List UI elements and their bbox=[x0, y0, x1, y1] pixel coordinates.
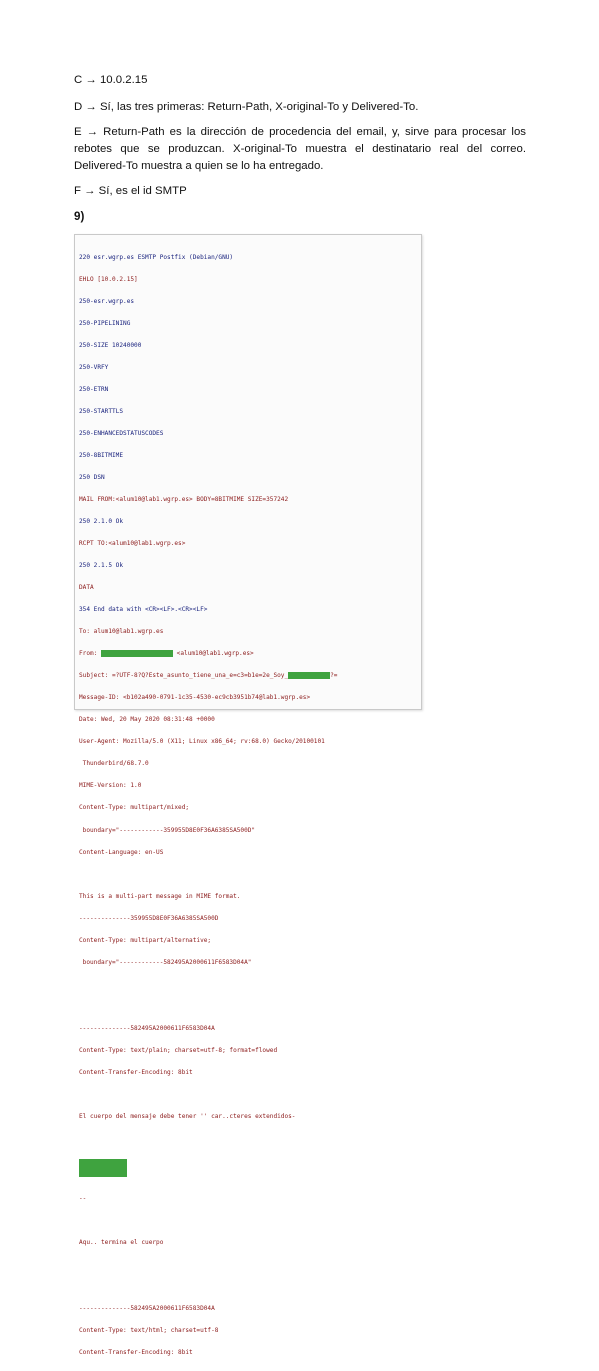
term-line: --------------582495A2000611F6583D04A bbox=[79, 1024, 215, 1032]
term-line: Message-ID: <b102a490-0791-1c35-4530-ec9cb3951b74@lab1.wgrp.es> bbox=[79, 694, 311, 702]
term-line: Content-Type: multipart/mixed; bbox=[79, 804, 190, 812]
answer-f-text: F → Sí, es el id SMTP bbox=[74, 185, 187, 197]
term-line: 250-PIPELINING bbox=[79, 319, 131, 327]
smtp-session-log bbox=[79, 239, 417, 1371]
term-line: Date: Wed, 20 May 2020 08:31:48 +0000 bbox=[79, 716, 215, 724]
answer-e-text: E → Return-Path es la dirección de procedencia del email, y, sirve para procesar los rebotes que se produzcan. X-original-To muestra el destinatario real del correo. Delivered-To muestra a quien se lo ha entregado. bbox=[74, 126, 526, 172]
redacted-subject-name bbox=[288, 672, 330, 678]
term-line: 250-ETRN bbox=[79, 385, 109, 393]
term-segment: Subject: =?UTF-8?Q?Este_asunto_tiene_una_e=c3=b1e=2e_Soy_ bbox=[79, 672, 289, 680]
term-line: To: alum10@lab1.wgrp.es bbox=[79, 628, 164, 636]
term-line: Thunderbird/68.7.0 bbox=[79, 760, 149, 768]
term-segment: From: bbox=[79, 650, 102, 658]
term-line: 250-SIZE 10240000 bbox=[79, 341, 142, 349]
term-blank bbox=[79, 981, 417, 988]
term-line: Content-Type: text/plain; charset=utf-8; format=flowed bbox=[79, 1046, 278, 1054]
term-line: Content-Type: multipart/alternative; bbox=[79, 936, 212, 944]
term-line: MAIL FROM:<alum10@lab1.wgrp.es> BODY=8BITMIME SIZE=357242 bbox=[79, 496, 289, 504]
term-line bbox=[79, 672, 417, 679]
term-line: EHLO [10.0.2.15] bbox=[79, 275, 138, 283]
term-blank bbox=[79, 1217, 417, 1224]
term-line: 250-STARTTLS bbox=[79, 407, 124, 415]
term-line: Aqu.. termina el cuerpo bbox=[79, 1238, 164, 1246]
term-line: boundary="------------582495A2000611F6583D04A" bbox=[79, 958, 252, 966]
answer-c-text: C → 10.0.2.15 bbox=[74, 74, 148, 86]
term-line: -- bbox=[79, 1194, 87, 1202]
term-line: Content-Transfer-Encoding: 8bit bbox=[79, 1348, 193, 1356]
term-blank bbox=[79, 1003, 417, 1010]
term-line: 250 DSN bbox=[79, 474, 105, 481]
answer-e bbox=[74, 124, 526, 175]
term-line: --------------582495A2000611F6583D04A bbox=[79, 1304, 215, 1312]
term-line: Content-Type: text/html; charset=utf-8 bbox=[79, 1326, 219, 1334]
term-line: RCPT TO:<alum10@lab1.wgrp.es> bbox=[79, 540, 186, 548]
term-line: 250 2.1.0 Ok bbox=[79, 518, 124, 526]
redacted-sender-name bbox=[101, 650, 173, 656]
term-line: DATA bbox=[79, 584, 94, 592]
term-segment: <alum10@lab1.wgrp.es> bbox=[173, 650, 254, 658]
term-line: 220 esr.wgrp.es ESMTP Postfix (Debian/GNU) bbox=[79, 253, 234, 261]
term-line: 250 2.1.5 Ok bbox=[79, 562, 124, 570]
term-line bbox=[79, 650, 417, 657]
term-line: MIME-Version: 1.0 bbox=[79, 782, 142, 790]
term-line: 250-ENHANCEDSTATUSCODES bbox=[79, 429, 164, 437]
section-heading: 9) bbox=[74, 210, 85, 223]
term-line: 250-esr.wgrp.es bbox=[79, 297, 135, 305]
term-line: User-Agent: Mozilla/5.0 (X11; Linux x86_64; rv:68.0) Gecko/20100101 bbox=[79, 738, 325, 746]
term-segment: ?= bbox=[330, 672, 338, 680]
term-line: El cuerpo del mensaje debe tener '' car..cteres extendidos- bbox=[79, 1112, 296, 1120]
term-blank bbox=[79, 1135, 417, 1142]
term-line: --------------359955D8E0F36A6385SA500D bbox=[79, 914, 219, 922]
term-blank bbox=[79, 1091, 417, 1098]
term-line: 250-VRFY bbox=[79, 363, 109, 371]
answer-d-text: D → Sí, las tres primeras: Return-Path, X-original-To y Delivered-To. bbox=[74, 101, 419, 113]
redacted-body-block bbox=[79, 1159, 127, 1177]
answer-d bbox=[74, 99, 526, 116]
term-blank bbox=[79, 1283, 417, 1290]
term-line: boundary="------------359955D8E0F36A6385SA500D" bbox=[79, 826, 256, 834]
term-blank bbox=[79, 871, 417, 878]
term-line: 354 End data with <CR><LF>.<CR><LF> bbox=[79, 606, 208, 614]
term-line: This is a multi-part message in MIME format. bbox=[79, 892, 241, 900]
term-line: Content-Language: en-US bbox=[79, 848, 164, 856]
term-line: Content-Transfer-Encoding: 8bit bbox=[79, 1068, 193, 1076]
answer-c bbox=[74, 72, 526, 89]
term-blank bbox=[79, 1261, 417, 1268]
term-line: 250-8BITMIME bbox=[79, 451, 124, 459]
answer-f bbox=[74, 183, 526, 200]
terminal-screenshot bbox=[74, 234, 422, 1356]
